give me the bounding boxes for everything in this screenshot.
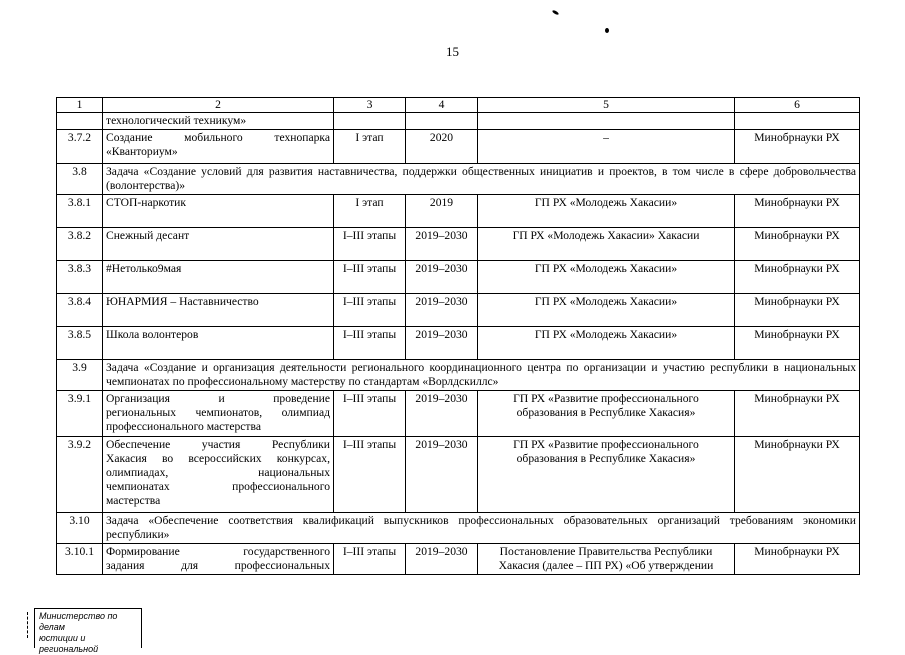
row-number: 3.8.5 xyxy=(57,327,103,360)
basis-line: образования в Республике Хакасия» xyxy=(516,406,696,419)
task-text: Задача «Обеспечение соответствия квалификаций выпускников профессиональных образовательных организаций требованиям экономики республики» xyxy=(103,513,860,544)
measure-name-line: профессионального мастерства xyxy=(106,420,261,433)
table-row xyxy=(57,113,860,130)
measure-name-line: региональных чемпионатов, олимпиад xyxy=(106,406,330,419)
years-cell: 2019 xyxy=(406,195,478,228)
stamp-line: юстиции и региональной xyxy=(39,633,99,654)
basis-line: Хакасия (далее – ПП РХ) «Об утверждении xyxy=(498,559,714,572)
measure-name-line: олимпиадах, национальных xyxy=(106,466,330,479)
continuation-cell: технологический техникум» xyxy=(103,113,334,130)
stage-cell: I–III этапы xyxy=(334,327,406,360)
scan-speck xyxy=(552,9,560,15)
stage-cell: I этап xyxy=(334,130,406,164)
measure-name: Снежный десант xyxy=(103,228,334,261)
years-cell: 2019–2030 xyxy=(406,544,478,575)
row-number: 3.8.1 xyxy=(57,195,103,228)
row-number: 3.8.2 xyxy=(57,228,103,261)
years-cell: 2019–2030 xyxy=(406,261,478,294)
measure-name-line: Организация и проведение xyxy=(106,392,330,405)
stage-cell: I–III этапы xyxy=(334,391,406,437)
executor-cell: Минобрнауки РХ xyxy=(735,437,860,513)
basis-line: ГП РХ «Развитие профессионального xyxy=(513,438,699,451)
basis-cell: – xyxy=(478,130,735,164)
table-row xyxy=(57,294,860,327)
measure-name-line: Обеспечение участия Республики xyxy=(106,438,330,451)
header-cell: 2 xyxy=(103,98,334,113)
basis-line: образования в Республике Хакасия» xyxy=(516,452,696,465)
row-number: 3.10 xyxy=(57,513,103,544)
task-row xyxy=(57,360,860,391)
years-cell: 2019–2030 xyxy=(406,327,478,360)
executor-cell: Минобрнауки РХ xyxy=(735,544,860,575)
basis-cell: ГП РХ «Молодежь Хакасии» xyxy=(478,294,735,327)
measure-name-line: чемпионатах профессионального xyxy=(106,480,330,493)
years-cell: 2019–2030 xyxy=(406,294,478,327)
header-cell: 1 xyxy=(57,98,103,113)
row-number: 3.8.3 xyxy=(57,261,103,294)
scan-speck xyxy=(605,28,609,33)
stage-cell: I–III этапы xyxy=(334,228,406,261)
header-cell: 3 xyxy=(334,98,406,113)
measure-name: ЮНАРМИЯ – Наставничество xyxy=(103,294,334,327)
row-number: 3.9 xyxy=(57,360,103,391)
header-cell: 6 xyxy=(735,98,860,113)
basis-cell: ГП РХ «Молодежь Хакасии» xyxy=(478,261,735,294)
table-row xyxy=(57,195,860,228)
measure-name xyxy=(103,130,334,164)
table-row xyxy=(57,228,860,261)
table-row xyxy=(57,261,860,294)
table-row xyxy=(57,544,860,575)
executor-cell: Минобрнауки РХ xyxy=(735,391,860,437)
row-number: 3.9.1 xyxy=(57,391,103,437)
measure-name: СТОП-наркотик xyxy=(103,195,334,228)
measure-name-line: Хакасия во всероссийских конкурсах, xyxy=(106,452,330,465)
table-row xyxy=(57,130,860,164)
registration-stamp xyxy=(34,608,142,654)
stage-cell: I–III этапы xyxy=(334,294,406,327)
measure-name-line: «Кванториум» xyxy=(106,145,178,158)
measure-name: #Нетолько9мая xyxy=(103,261,334,294)
measure-name xyxy=(103,437,334,513)
measure-name xyxy=(103,391,334,437)
measure-name: Школа волонтеров xyxy=(103,327,334,360)
executor-cell: Минобрнауки РХ xyxy=(735,195,860,228)
years-cell: 2019–2030 xyxy=(406,391,478,437)
measure-name xyxy=(103,544,334,575)
row-number: 3.9.2 xyxy=(57,437,103,513)
executor-cell: Минобрнауки РХ xyxy=(735,261,860,294)
page-number: 15 xyxy=(446,44,459,59)
executor-cell: Минобрнауки РХ xyxy=(735,130,860,164)
executor-cell: Минобрнауки РХ xyxy=(735,228,860,261)
basis-cell: ГП РХ «Молодежь Хакасии» xyxy=(478,195,735,228)
basis-cell xyxy=(478,544,735,575)
basis-line: Постановление Правительства Республики xyxy=(499,545,713,558)
basis-cell: ГП РХ «Молодежь Хакасии» Хакасии xyxy=(478,228,735,261)
task-row xyxy=(57,513,860,544)
task-text: Задача «Создание и организация деятельности регионального координационного центра по организации и участию республики в национальных чемпионатах по профессиональному мастерству по стандартам «Ворлдскиллс» xyxy=(103,360,860,391)
stage-cell: I–III этапы xyxy=(334,437,406,513)
table-row xyxy=(57,437,860,513)
years-cell: 2020 xyxy=(406,130,478,164)
measure-name-line: мастерства xyxy=(106,494,161,507)
row-number: 3.10.1 xyxy=(57,544,103,575)
stamp-edge xyxy=(27,612,30,638)
table-header-row xyxy=(57,98,860,113)
task-row xyxy=(57,164,860,195)
row-number: 3.8 xyxy=(57,164,103,195)
basis-cell xyxy=(478,437,735,513)
years-cell: 2019–2030 xyxy=(406,228,478,261)
basis-cell: ГП РХ «Молодежь Хакасии» xyxy=(478,327,735,360)
table-row xyxy=(57,327,860,360)
table-row xyxy=(57,391,860,437)
executor-cell: Минобрнауки РХ xyxy=(735,327,860,360)
row-number: 3.7.2 xyxy=(57,130,103,164)
basis-line: ГП РХ «Развитие профессионального xyxy=(513,392,699,405)
stamp-line: Министерство по делам xyxy=(39,611,118,632)
stage-cell: I этап xyxy=(334,195,406,228)
measure-name-line: задания для профессиональных xyxy=(106,559,330,572)
row-number: 3.8.4 xyxy=(57,294,103,327)
header-cell: 5 xyxy=(478,98,735,113)
header-cell: 4 xyxy=(406,98,478,113)
stage-cell: I–III этапы xyxy=(334,261,406,294)
measures-table xyxy=(56,97,860,575)
measure-name-line: Формирование государственного xyxy=(106,545,330,558)
basis-cell xyxy=(478,391,735,437)
stage-cell: I–III этапы xyxy=(334,544,406,575)
years-cell: 2019–2030 xyxy=(406,437,478,513)
measure-name-line: Создание мобильного технопарка xyxy=(106,131,330,144)
executor-cell: Минобрнауки РХ xyxy=(735,294,860,327)
task-text: Задача «Создание условий для развития наставничества, поддержки общественных инициатив и проектов, в том числе в сфере добровольчества (волонтерства)» xyxy=(103,164,860,195)
